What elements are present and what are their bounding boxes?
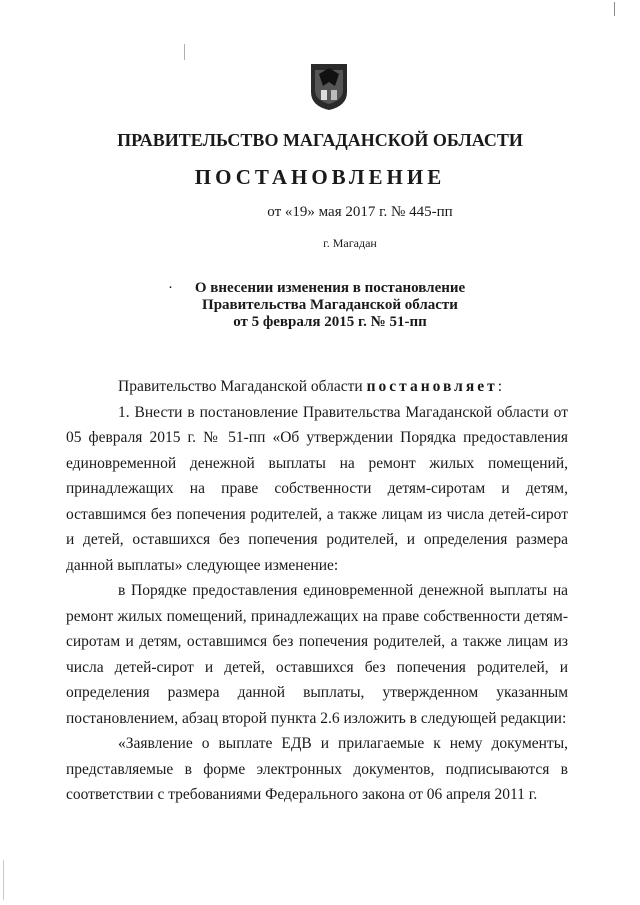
document-city: г. Магадан (323, 236, 377, 250)
paragraph-1: 1. Внести в постановление Правительства Магаданской области от 05 февраля 2015 г. № 51-пп «Об утверждении Порядка предоставления единовременной денежной выплаты на ремонт жилых помещений, принадлежащих на праве собственности детям-сиротам и детям, оставшимся без попечения родителей, а также лицам из числа детей-сирот и детей, оставшихся без попечения родителей, и определения размера данной выплаты» следующее изменение: (66, 403, 568, 574)
document-body (66, 374, 568, 808)
scan-artifact (184, 44, 185, 60)
subject-mark: · (168, 280, 173, 296)
preamble-decree: постановляет (366, 378, 498, 395)
subject-line-2: Правительства Магаданской области (202, 297, 458, 313)
document-date: от «19» мая 2017 г. № 445-пп (267, 204, 453, 220)
scan-artifact (614, 2, 615, 16)
paragraph-2: в Порядке предоставления единовременной денежной выплаты на ремонт жилых помещений, принадлежащих на праве собственности детям-сиротам и детям, оставшимся без попечения родителей, а также лицам из числа детей-сирот и детей, оставшихся без попечения родителей, и определения размера данной выплаты, утвержденном указанным постановлением, абзац второй пункта 2.6 изложить в следующей редакции: (66, 582, 568, 727)
subject-line-3: от 5 февраля 2015 г. № 51-пп (233, 314, 427, 330)
scan-artifact (3, 860, 4, 900)
preamble-start: Правительство Магаданской области (118, 378, 367, 395)
preamble-end: : (497, 378, 503, 395)
subject-line-1: О внесении изменения в постановление (194, 280, 466, 296)
government-name: ПРАВИТЕЛЬСТВО МАГАДАНСКОЙ ОБЛАСТИ (117, 130, 523, 150)
coat-of-arms-icon (309, 62, 349, 112)
document-subject (160, 280, 500, 331)
paragraph-3: «Заявление о выплате ЕДВ и прилагаемые к нему документы, представляемые в форме электронных документов, подписываются в соответствии с требованиями Федерального закона от 06 апреля 2011 г. (66, 735, 568, 803)
document-type: ПОСТАНОВЛЕНИЕ (194, 165, 446, 189)
preamble (66, 374, 568, 400)
